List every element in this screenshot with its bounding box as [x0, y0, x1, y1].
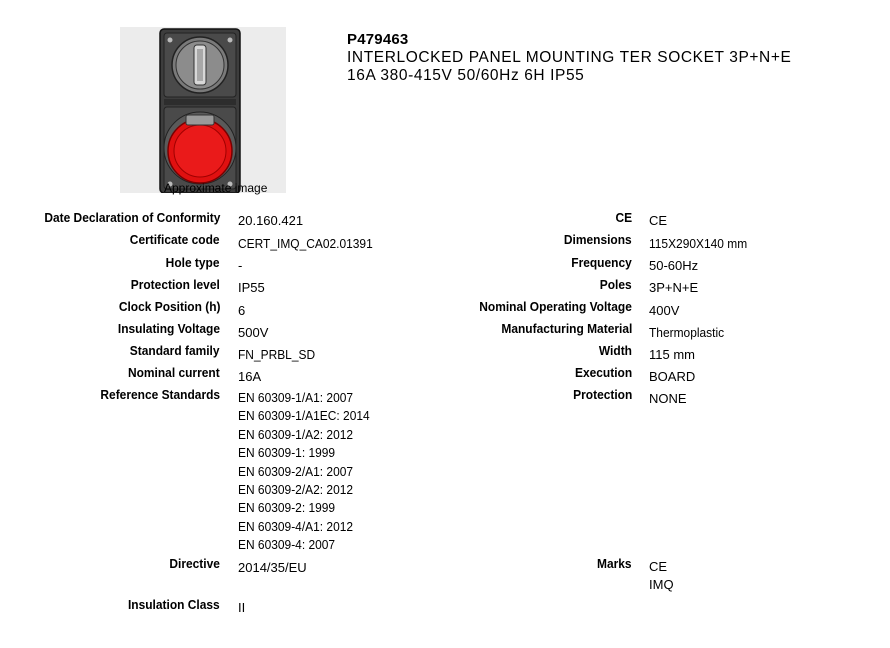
spec-value: 115X290X140 mm [649, 236, 748, 251]
spec-label: Protection [572, 387, 632, 402]
spec-value: NONE [649, 391, 687, 406]
spec-label: Frequency [571, 255, 632, 270]
spec-value: - [238, 258, 243, 273]
spec-value: 16A [238, 369, 262, 384]
reference-standard-item: EN 60309-1: 1999 [238, 445, 336, 461]
product-code: P479463 [347, 31, 409, 48]
spec-value: 400V [649, 303, 680, 318]
reference-standard-item: EN 60309-1/A2: 2012 [238, 426, 354, 442]
product-image [120, 27, 286, 193]
spec-value: CE [649, 213, 668, 228]
marks-list [649, 558, 674, 595]
reference-standard-item: EN 60309-2/A2: 2012 [238, 481, 354, 497]
spec-label: Date Declaration of Conformity [43, 210, 220, 225]
spec-label: Manufacturing Material [501, 321, 632, 336]
spec-value: Thermoplastic [649, 325, 725, 340]
spec-label: CE [615, 210, 632, 225]
reference-standards-list [238, 389, 370, 555]
directive-label: Directive [169, 556, 220, 571]
product-title-line-2: 16A 380-415V 50/60Hz 6H IP55 [347, 67, 585, 84]
reference-standard-item: EN 60309-4: 2007 [238, 537, 336, 553]
spec-label: Execution [574, 365, 632, 380]
spec-label: Nominal current [128, 365, 220, 380]
spec-label: Protection level [130, 277, 220, 292]
spec-label: Certificate code [130, 232, 220, 247]
spec-label: Hole type [166, 255, 220, 270]
spec-value: IP55 [238, 280, 265, 295]
spec-value: 50-60Hz [649, 258, 699, 273]
spec-label: Dimensions [564, 232, 632, 247]
socket-illustration [120, 27, 286, 193]
spec-label: Poles [600, 277, 632, 292]
directive-value: 2014/35/EU [238, 560, 307, 575]
marks-label: Marks [597, 556, 632, 571]
mark-item: CE [649, 559, 668, 574]
spec-value: 20.160.421 [238, 213, 304, 228]
spec-value: CERT_IMQ_CA02.01391 [238, 236, 373, 251]
spec-label: Nominal Operating Voltage [479, 299, 632, 314]
reference-standard-item: EN 60309-2/A1: 2007 [238, 463, 354, 479]
spec-label: Insulating Voltage [117, 321, 220, 336]
mark-item: IMQ [649, 577, 674, 593]
reference-standard-item: EN 60309-4/A1: 2012 [238, 518, 354, 534]
spec-value: 115 mm [649, 347, 695, 362]
reference-standard-item: EN 60309-1/A1EC: 2014 [238, 408, 370, 424]
spec-value: 6 [238, 303, 246, 318]
spec-label: Width [598, 343, 632, 358]
insulation-class-value: II [238, 600, 246, 615]
product-title-line-1: INTERLOCKED PANEL MOUNTING TER SOCKET 3P+N+E [347, 49, 792, 66]
insulation-class-label: Insulation Class [128, 597, 220, 612]
image-caption: Approximate image [164, 181, 268, 195]
reference-standards-label: Reference Standards [100, 387, 220, 402]
spec-value: FN_PRBL_SD [238, 347, 316, 362]
spec-value: 3P+N+E [649, 280, 699, 295]
spec-label: Standard family [130, 343, 220, 358]
spec-value: BOARD [649, 369, 696, 384]
reference-standard-item: EN 60309-1/A1: 2007 [238, 390, 354, 405]
spec-label: Clock Position (h) [118, 299, 220, 314]
product-title [347, 49, 791, 85]
reference-standard-item: EN 60309-2: 1999 [238, 500, 336, 516]
spec-value: 500V [238, 325, 269, 340]
